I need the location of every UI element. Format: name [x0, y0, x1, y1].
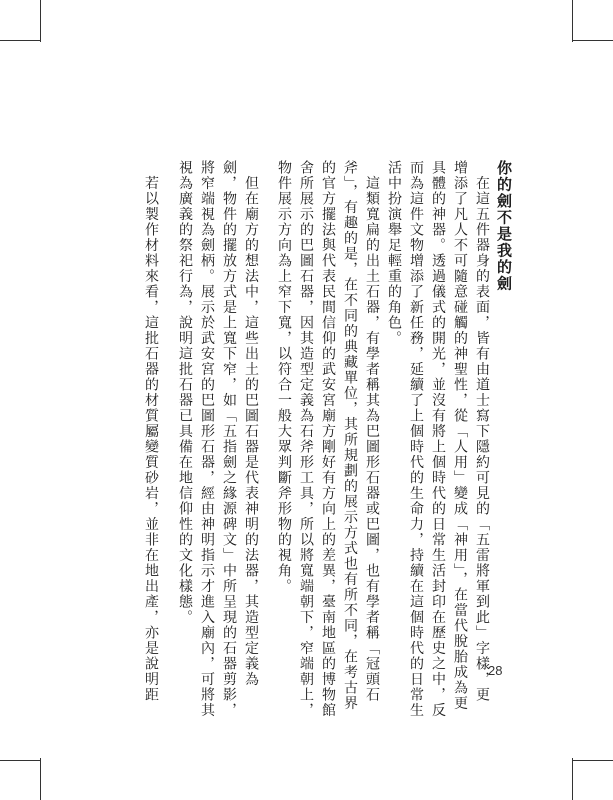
- crop-mark-br-h: [573, 760, 613, 761]
- text-column: 若以製作材料來看，這批石器的材質屬變質砂岩，並非在地出產，亦是說明距: [143, 160, 159, 703]
- text-column: 物件展示方向為上窄下寬，以符合一般大眾判斷斧形物的視角。: [276, 160, 292, 594]
- text-column: 視為廣義的祭祀行為，說明這批石器已具備在地信仰性的文化樣態。: [177, 160, 193, 625]
- text-column: 將窄端視為劍柄。展示於武安宮的巴圖形石器，經由神明指示才進入廟內，可將其: [199, 160, 215, 718]
- page-title: 你的劍不是我的劍: [495, 160, 513, 292]
- text-column: 斧」，有趣的是，在不同的典藏單位，其所規劃的展示方式也有所不同，在考古界: [342, 160, 358, 711]
- crop-mark-tr-h: [573, 40, 613, 41]
- text-column: 具體的神器。透過儀式的開光，並沒有將上個時代的日常生活封印在歷史之中，反: [430, 160, 446, 718]
- page-number: 28: [488, 663, 503, 678]
- text-column: 活中扮演舉足輕重的角色。: [386, 160, 402, 346]
- crop-mark-bl-v: [40, 758, 41, 800]
- text-column: 這類寬扁的出土石器，有學者稱其為巴圖形石器或巴圖，也有學者稱「冠頭石: [364, 160, 380, 703]
- text-column: 舍所展示的巴圖石器，因其造型定義為石斧形工具，所以將寬端朝下，窄端朝上，: [298, 160, 314, 718]
- text-column: 劍，物件的擺放方式是上寬下窄，如「五指劍之緣源碑文」中所呈現的石器剪影，: [221, 160, 237, 718]
- text-column: 在這五件器身的表面，皆有由道士寫下隱約可見的「五雷將軍到此」字樣，更: [474, 160, 490, 703]
- crop-mark-br-v: [572, 758, 573, 800]
- text-column: 增添了凡人不可隨意碰觸的神聖性，從「人用」變成「神用」，在當代脫胎成為更: [452, 160, 468, 711]
- crop-mark-bl-h: [0, 760, 40, 761]
- text-column: 的官方擺法與代表民間信仰的武安宮廟方剛好有方向上的差異，臺南地區的博物館: [320, 160, 336, 718]
- crop-mark-tr-v: [572, 0, 573, 42]
- text-column: 但在廟方的想法中，這些出土的巴圖石器是代表神明的法器，其造型定義為: [243, 160, 259, 687]
- crop-mark-tl-v: [40, 0, 41, 42]
- crop-mark-tl-h: [0, 40, 40, 41]
- text-column: 而為這件文物增添了新任務，延續了上個時代的生命力，持續在這個時代的日常生: [408, 160, 424, 718]
